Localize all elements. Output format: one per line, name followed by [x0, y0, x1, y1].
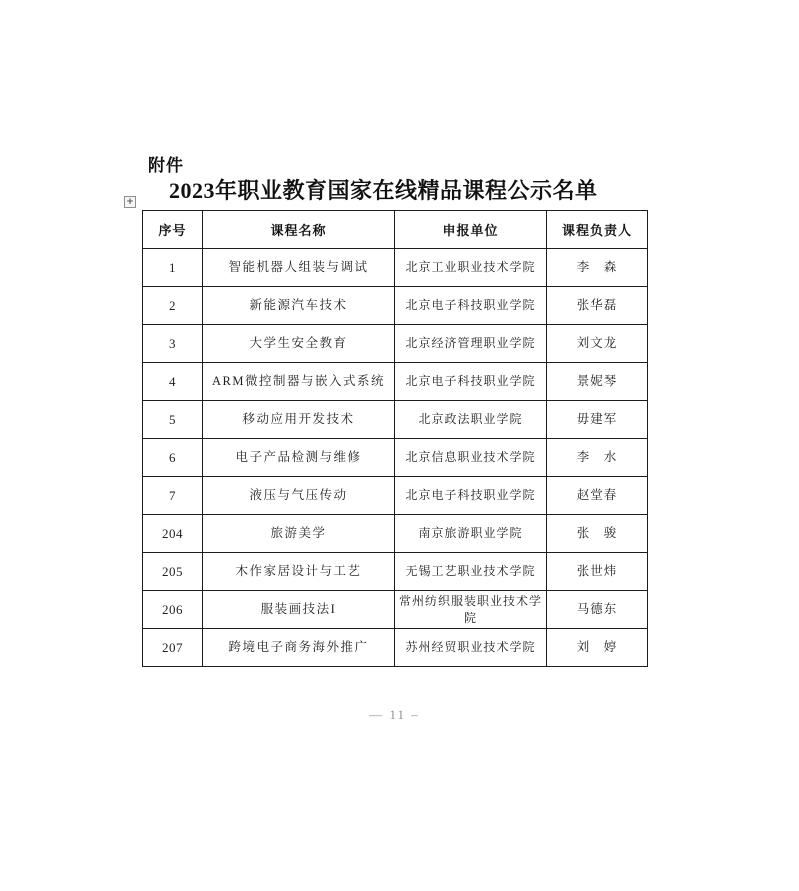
cell-no: 2: [143, 287, 203, 325]
cell-leader: 刘 婷: [547, 629, 648, 667]
table-row: [143, 515, 648, 553]
table-row: [143, 363, 648, 401]
cell-leader: 毋建军: [547, 401, 648, 439]
cell-no: 204: [143, 515, 203, 553]
cell-unit: 北京信息职业技术学院: [395, 439, 547, 477]
cell-leader: 李 森: [547, 249, 648, 287]
table-header-row: [143, 211, 648, 249]
cell-no: 7: [143, 477, 203, 515]
column-header: 课程名称: [203, 211, 395, 249]
cell-unit: 北京电子科技职业学院: [395, 287, 547, 325]
attachment-label: 附件: [148, 156, 184, 175]
cell-course: 电子产品检测与维修: [203, 439, 395, 477]
cell-course: 移动应用开发技术: [203, 401, 395, 439]
cell-leader: 张世炜: [547, 553, 648, 591]
cell-course: 服装画技法I: [203, 591, 395, 629]
cell-course: 液压与气压传动: [203, 477, 395, 515]
move-cross-icon: +: [126, 196, 134, 207]
cell-no: 6: [143, 439, 203, 477]
course-table: [142, 210, 648, 667]
page-number: — 11 –: [369, 707, 420, 722]
cell-no: 205: [143, 553, 203, 591]
table-row: [143, 325, 648, 363]
cell-leader: 刘文龙: [547, 325, 648, 363]
cell-leader: 景妮琴: [547, 363, 648, 401]
table-row: [143, 287, 648, 325]
cell-unit: 南京旅游职业学院: [395, 515, 547, 553]
table-row: [143, 591, 648, 629]
cell-course: 新能源汽车技术: [203, 287, 395, 325]
cell-no: 207: [143, 629, 203, 667]
cell-leader: 赵堂春: [547, 477, 648, 515]
table-row: [143, 249, 648, 287]
cell-unit: 北京工业职业技术学院: [395, 249, 547, 287]
column-header: 课程负责人: [547, 211, 648, 249]
cell-no: 206: [143, 591, 203, 629]
cell-course: 跨境电子商务海外推广: [203, 629, 395, 667]
cell-leader: 马德东: [547, 591, 648, 629]
cell-unit: 北京电子科技职业学院: [395, 363, 547, 401]
cell-no: 4: [143, 363, 203, 401]
cell-course: 大学生安全教育: [203, 325, 395, 363]
cell-no: 3: [143, 325, 203, 363]
table-row: [143, 629, 648, 667]
table-row: [143, 553, 648, 591]
cell-leader: 张华磊: [547, 287, 648, 325]
column-header: 序号: [143, 211, 203, 249]
table-move-handle[interactable]: [124, 196, 136, 208]
cell-course: 旅游美学: [203, 515, 395, 553]
table-body: [143, 249, 648, 667]
cell-leader: 李 水: [547, 439, 648, 477]
cell-unit: 苏州经贸职业技术学院: [395, 629, 547, 667]
cell-unit: 北京经济管理职业学院: [395, 325, 547, 363]
cell-course: 木作家居设计与工艺: [203, 553, 395, 591]
page-title: 2023年职业教育国家在线精品课程公示名单: [169, 178, 598, 203]
cell-course: 智能机器人组装与调试: [203, 249, 395, 287]
table-row: [143, 439, 648, 477]
column-header: 申报单位: [395, 211, 547, 249]
table-row: [143, 401, 648, 439]
cell-no: 5: [143, 401, 203, 439]
cell-unit: 北京政法职业学院: [395, 401, 547, 439]
cell-unit: 北京电子科技职业学院: [395, 477, 547, 515]
cell-leader: 张 骏: [547, 515, 648, 553]
cell-unit: 无锡工艺职业技术学院: [395, 553, 547, 591]
table-row: [143, 477, 648, 515]
cell-course: ARM微控制器与嵌入式系统: [203, 363, 395, 401]
cell-unit: 常州纺织服装职业技术学院: [395, 591, 547, 629]
cell-no: 1: [143, 249, 203, 287]
